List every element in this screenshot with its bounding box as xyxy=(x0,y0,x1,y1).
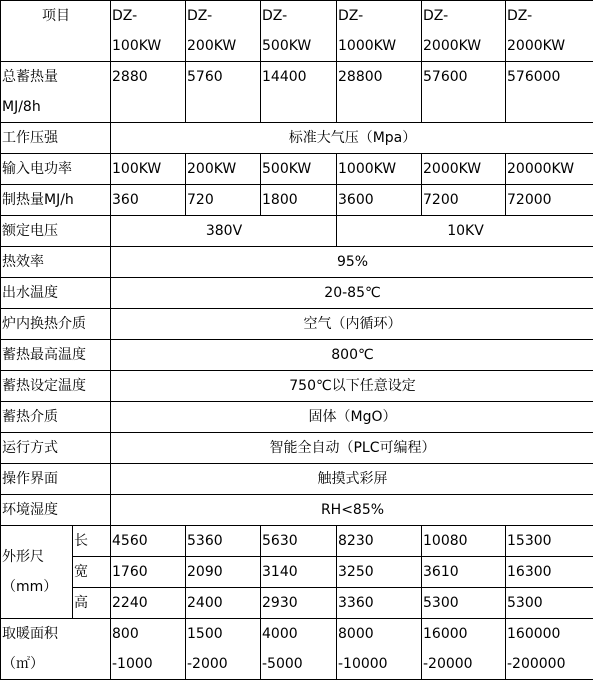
range-end: -20000 xyxy=(423,649,505,679)
model-prefix: DZ- xyxy=(423,1,505,31)
model-power: 1000KW xyxy=(338,31,421,61)
table-cell: 2000KW xyxy=(422,154,506,185)
table-cell xyxy=(261,619,337,680)
storage-setpoint-row xyxy=(1,371,593,402)
label-line: 总蓄热量 xyxy=(2,62,110,92)
humidity-row xyxy=(1,495,593,526)
table-cell: 750℃以下任意设定 xyxy=(111,371,593,402)
dimension-row xyxy=(1,557,593,588)
table-cell xyxy=(111,619,186,680)
row-label: 出水温度 xyxy=(1,278,111,309)
row-label: 蓄热最高温度 xyxy=(1,340,111,371)
range-end: -5000 xyxy=(262,649,336,679)
table-cell: 16300 xyxy=(506,557,593,588)
table-cell: 2090 xyxy=(186,557,261,588)
table-cell: RH<85% xyxy=(111,495,593,526)
row-label: 热效率 xyxy=(1,247,111,278)
table-cell: 2240 xyxy=(111,588,186,619)
range-start: 160000 xyxy=(507,619,593,649)
table-cell: 1760 xyxy=(111,557,186,588)
table-cell: 空气（内循环） xyxy=(111,309,593,340)
model-power: 100KW xyxy=(112,31,185,61)
table-cell: 触摸式彩屏 xyxy=(111,464,593,495)
table-cell: 4560 xyxy=(111,526,186,557)
range-start: 1500 xyxy=(187,619,260,649)
model-power: 2000KW xyxy=(507,31,593,61)
table-cell: 10KV xyxy=(337,216,593,247)
table-cell: 500KW xyxy=(261,154,337,185)
header-row xyxy=(1,1,593,62)
row-label: 制热量MJ/h xyxy=(1,185,111,216)
row-label xyxy=(1,619,111,680)
row-label: 输入电功率 xyxy=(1,154,111,185)
label-line: （mm） xyxy=(2,572,72,602)
header-model xyxy=(422,1,506,62)
table-cell: 5760 xyxy=(186,62,261,123)
dimension-sub-label: 宽 xyxy=(73,557,111,588)
table-cell: 5300 xyxy=(506,588,593,619)
table-cell: 智能全自动（PLC可编程） xyxy=(111,433,593,464)
table-cell: 5300 xyxy=(422,588,506,619)
working-pressure-row xyxy=(1,123,593,154)
table-cell: 15300 xyxy=(506,526,593,557)
label-line: （㎡） xyxy=(2,649,110,679)
heat-storage-row xyxy=(1,62,593,123)
table-cell: 57600 xyxy=(422,62,506,123)
header-model xyxy=(506,1,593,62)
row-label: 运行方式 xyxy=(1,433,111,464)
table-cell: 14400 xyxy=(261,62,337,123)
range-end: -200000 xyxy=(507,649,593,679)
row-label: 蓄热设定温度 xyxy=(1,371,111,402)
row-label: 工作压强 xyxy=(1,123,111,154)
heating-area-row xyxy=(1,619,593,680)
model-prefix: DZ- xyxy=(507,1,593,31)
row-label: 炉内换热介质 xyxy=(1,309,111,340)
range-end: -1000 xyxy=(112,649,185,679)
model-prefix: DZ- xyxy=(338,1,421,31)
dimensions-label xyxy=(1,526,73,619)
dimension-row xyxy=(1,526,593,557)
table-cell xyxy=(506,619,593,680)
table-cell: 2880 xyxy=(111,62,186,123)
range-end: -2000 xyxy=(187,649,260,679)
header-item-label: 项目 xyxy=(1,1,111,62)
range-start: 800 xyxy=(112,619,185,649)
range-end: -10000 xyxy=(338,649,421,679)
table-cell: 8230 xyxy=(337,526,422,557)
table-cell: 95% xyxy=(111,247,593,278)
header-model xyxy=(111,1,186,62)
rated-voltage-row xyxy=(1,216,593,247)
range-start: 4000 xyxy=(262,619,336,649)
table-cell xyxy=(422,619,506,680)
max-storage-temp-row xyxy=(1,340,593,371)
label-line: 外形尺 xyxy=(2,542,72,572)
model-prefix: DZ- xyxy=(187,1,260,31)
model-power: 200KW xyxy=(187,31,260,61)
table-cell: 20-85℃ xyxy=(111,278,593,309)
model-power: 2000KW xyxy=(423,31,505,61)
heat-output-row xyxy=(1,185,593,216)
table-cell: 200KW xyxy=(186,154,261,185)
storage-medium-row xyxy=(1,402,593,433)
table-cell: 7200 xyxy=(422,185,506,216)
table-cell: 3360 xyxy=(337,588,422,619)
row-label: 操作界面 xyxy=(1,464,111,495)
table-cell: 10080 xyxy=(422,526,506,557)
label-line: 取暖面积 xyxy=(2,619,110,649)
table-cell: 2400 xyxy=(186,588,261,619)
table-cell: 20000KW xyxy=(506,154,593,185)
range-start: 16000 xyxy=(423,619,505,649)
table-cell: 5360 xyxy=(186,526,261,557)
table-cell: 3610 xyxy=(422,557,506,588)
table-cell: 360 xyxy=(111,185,186,216)
table-cell: 72000 xyxy=(506,185,593,216)
outlet-temperature-row xyxy=(1,278,593,309)
table-cell: 2930 xyxy=(261,588,337,619)
dimension-row xyxy=(1,588,593,619)
thermal-efficiency-row xyxy=(1,247,593,278)
table-cell: 720 xyxy=(186,185,261,216)
row-label: 环境湿度 xyxy=(1,495,111,526)
table-cell: 3250 xyxy=(337,557,422,588)
table-cell: 标准大气压（Mpa） xyxy=(111,123,593,154)
header-model xyxy=(337,1,422,62)
row-label: 额定电压 xyxy=(1,216,111,247)
header-model xyxy=(261,1,337,62)
dimension-sub-label: 长 xyxy=(73,526,111,557)
dimension-sub-label: 高 xyxy=(73,588,111,619)
table-cell: 800℃ xyxy=(111,340,593,371)
table-cell: 5630 xyxy=(261,526,337,557)
row-label xyxy=(1,62,111,123)
table-cell: 100KW xyxy=(111,154,186,185)
row-label: 蓄热介质 xyxy=(1,402,111,433)
table-cell xyxy=(337,619,422,680)
table-cell: 576000 xyxy=(506,62,593,123)
model-prefix: DZ- xyxy=(112,1,185,31)
table-cell: 28800 xyxy=(337,62,422,123)
model-prefix: DZ- xyxy=(262,1,336,31)
table-cell: 3600 xyxy=(337,185,422,216)
operation-mode-row xyxy=(1,433,593,464)
table-cell: 固体（MgO） xyxy=(111,402,593,433)
table-cell: 380V xyxy=(111,216,337,247)
header-model xyxy=(186,1,261,62)
heat-exchange-medium-row xyxy=(1,309,593,340)
table-cell: 3140 xyxy=(261,557,337,588)
table-cell: 1800 xyxy=(261,185,337,216)
model-power: 500KW xyxy=(262,31,336,61)
interface-row xyxy=(1,464,593,495)
label-line: MJ/8h xyxy=(2,92,110,122)
table-cell: 1000KW xyxy=(337,154,422,185)
input-power-row xyxy=(1,154,593,185)
table-cell xyxy=(186,619,261,680)
range-start: 8000 xyxy=(338,619,421,649)
